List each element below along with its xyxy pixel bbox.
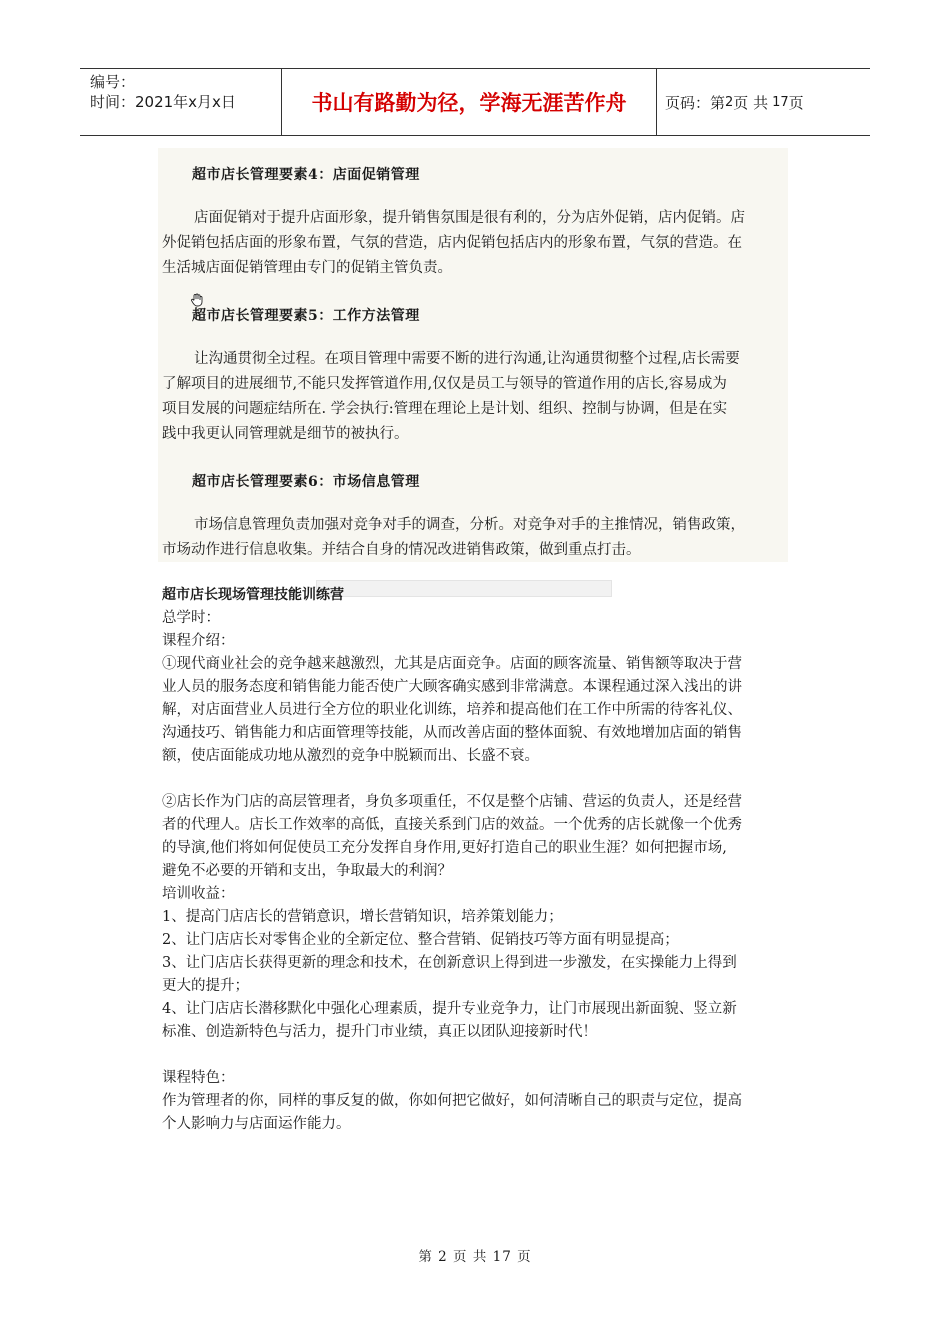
hours-label: 总学时： (162, 610, 220, 626)
intro1-line: ①现代商业社会的竞争越来越激烈，尤其是店面竞争。店面的顾客流量、销售额等取决于营 (162, 656, 742, 672)
section5-body (162, 347, 792, 447)
section4-body (162, 206, 792, 281)
section6-body (162, 513, 792, 563)
section4-line: 店面促销对于提升店面形象，提升销售氛围是很有利的，分为店外促销，店内促销。店 (194, 210, 745, 226)
page-current: 2 (725, 94, 734, 110)
page-total: 17 (772, 94, 789, 110)
intro1-line: 业人员的服务态度和销售能力能否使广大顾客确实感到非常满意。本课程通过深入浅出的讲 (162, 679, 742, 695)
benefit-item: 更大的提升； (162, 978, 249, 994)
features-line: 个人影响力与店面运作能力。 (162, 1116, 351, 1132)
page-mid: 页 共 (733, 93, 769, 112)
training-section (162, 584, 782, 1136)
intro1-line: 解，对店面营业人员进行全方位的职业化训练，培养和提高他们在工作中所需的待客礼仪、 (162, 702, 742, 718)
section4-line: 生活城店面促销管理由专门的促销主管负责。 (162, 260, 452, 276)
section5-heading: 超市店长管理要素5：工作方法管理 (192, 308, 420, 324)
page-footer: 第 2 页 共 17 页 (418, 1249, 532, 1265)
benefit-item: 2、让门店店长对零售企业的全新定位、整合营销、促销技巧等方面有明显提高； (162, 932, 679, 948)
intro2-line: 者的代理人。店长工作效率的高低，直接关系到门店的效益。一个优秀的店长就像一个优秀 (162, 817, 742, 833)
section4-heading: 超市店长管理要素4：店面促销管理 (192, 167, 420, 183)
intro2-line: 的导演,他们将如何促使员工充分发挥自身作用,更好打造自己的职业生涯？如何把握市场, (162, 840, 727, 856)
time-label: 时间：2021年x月x日 (90, 93, 236, 111)
section5-line: 让沟通贯彻全过程。在项目管理中需要不断的进行沟通,让沟通贯彻整个过程,店长需要 (194, 351, 740, 367)
benefits-label: 培训收益： (162, 886, 235, 902)
header-meta (80, 69, 282, 135)
page-prefix: 页码：第 (665, 93, 726, 112)
page-indicator (657, 69, 870, 135)
intro2-line: ②店长作为门店的高层管理者，身负多项重任，不仅是整个店铺、营运的负责人，还是经营 (162, 794, 742, 810)
intro2-line: 避免不必要的开销和支出，争取最大的利润？ (162, 863, 452, 879)
features-label: 课程特色： (162, 1070, 235, 1086)
section6-line: 市场动作进行信息收集。并结合自身的情况改进销售政策，做到重点打击。 (162, 542, 641, 558)
blank-line (162, 768, 782, 791)
intro-label: 课程介绍： (162, 633, 235, 649)
section6-line: 市场信息管理负责加强对竞争对手的调查，分析。对竞争对手的主推情况，销售政策， (194, 517, 745, 533)
motto: 书山有路勤为径，学海无涯苦作舟 (282, 69, 657, 135)
page-header (80, 68, 870, 136)
blank-line (162, 1044, 782, 1067)
section4-line: 外促销包括店面的形象布置，气氛的营造，店内促销包括店内的形象布置，气氛的营造。在 (162, 235, 742, 251)
intro1-line: 沟通技巧、销售能力和店面管理等技能，从而改善店面的整体面貌、有效地增加店面的销售 (162, 725, 742, 741)
section5-line: 践中我更认同管理就是细节的被执行。 (162, 426, 409, 442)
training-title: 超市店长现场管理技能训练营 (162, 587, 344, 603)
section5-line: 了解项目的进展细节,不能只发挥管道作用,仅仅是员工与领导的管道作用的店长,容易成为 (162, 376, 727, 392)
benefit-item: 1、提高门店店长的营销意识，增长营销知识，培养策划能力； (162, 909, 563, 925)
benefit-item: 4、让门店店长潜移默化中强化心理素质，提升专业竞争力，让门市展现出新面貌、竖立新 (162, 1001, 737, 1017)
section5-line: 项目发展的问题症结所在. 学会执行:管理在理论上是计划、组织、控制与协调，但是在实 (162, 401, 728, 417)
page-suffix: 页 (788, 93, 804, 112)
benefit-item: 标准、创造新特色与活力，提升门市业绩，真正以团队迎接新时代！ (162, 1024, 597, 1040)
section6-heading: 超市店长管理要素6：市场信息管理 (192, 474, 420, 490)
features-line: 作为管理者的你，同样的事反复的做，你如何把它做好，如何清晰自己的职责与定位，提高 (162, 1093, 742, 1109)
benefit-item: 3、让门店店长获得更新的理念和技术，在创新意识上得到进一步激发，在实操能力上得到 (162, 955, 737, 971)
number-label: 编号： (90, 73, 136, 91)
intro1-line: 额，使店面能成功地从激烈的竞争中脱颖而出、长盛不衰。 (162, 748, 539, 764)
